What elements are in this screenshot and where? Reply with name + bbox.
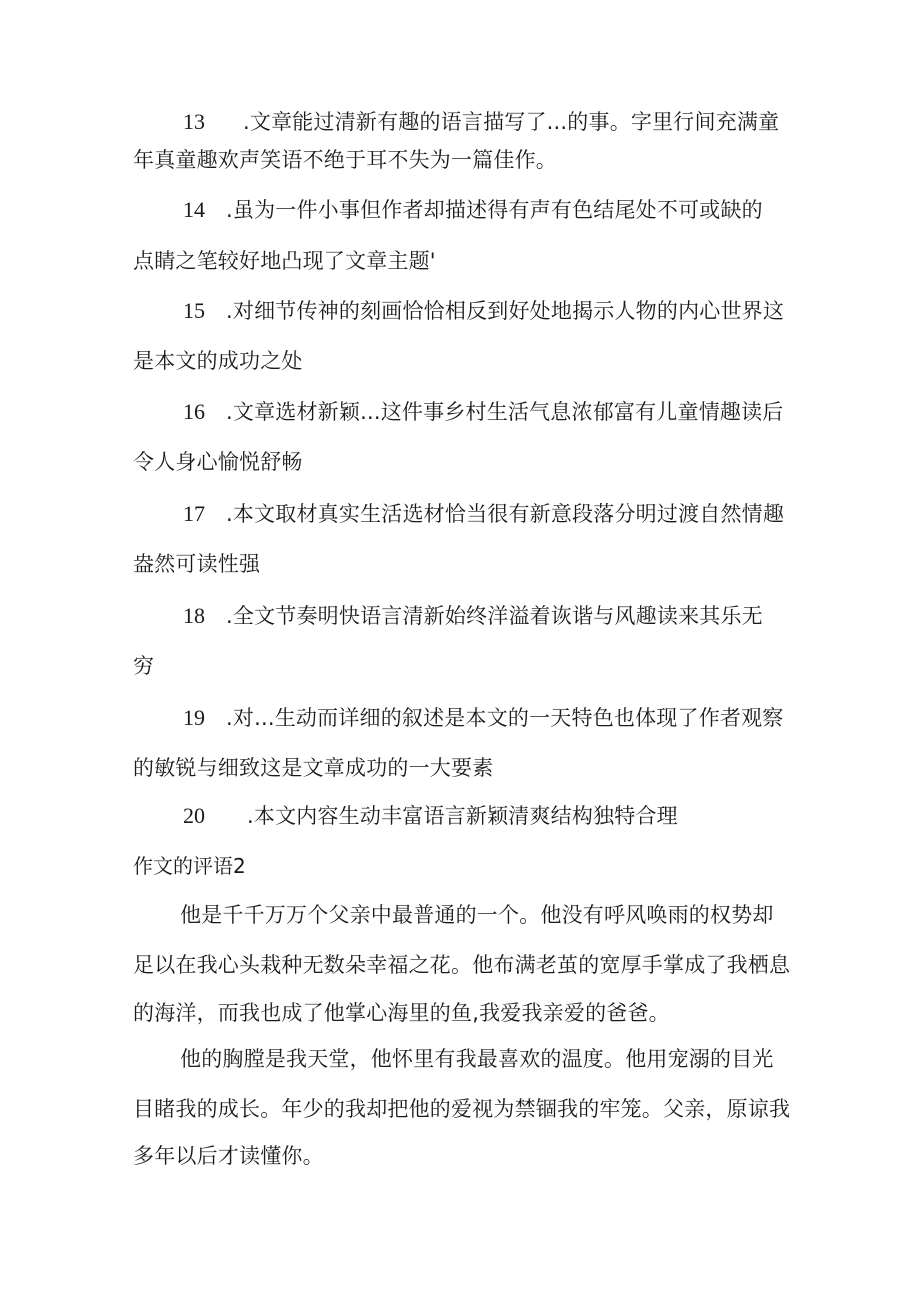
comment-15-line-1: .对细节传神的刻画恰恰相反到好处地揭示人物的内心世界这 [226, 299, 785, 323]
comment-19-line-1: .对...生动而详细的叙述是本文的一天特色也体现了作者观察 [226, 706, 784, 730]
essay-p1-line-3: 的海洋，而我也成了他掌心海里的鱼,我爱我亲爱的爸爸。 [133, 1001, 670, 1025]
comment-13-number: 13 [183, 109, 205, 134]
comment-18-number: 18 [183, 603, 205, 628]
comment-16-number: 16 [183, 399, 205, 424]
essay-p2-line-2: 目睹我的成长。年少的我却把他的爱视为禁锢我的牢笼。父亲，原谅我 [133, 1097, 791, 1121]
comment-20-number: 20 [183, 803, 205, 828]
comment-14-number: 14 [183, 197, 205, 222]
comment-18-line-2: 穷 [133, 654, 155, 678]
comment-13-line-2: 年真童趣欢声笑语不绝于耳不失为一篇佳作。 [133, 148, 557, 172]
essay-p2-line-3: 多年以后才读懂你。 [133, 1144, 324, 1168]
comment-16-line-1: .文章选材新颖...这件事乡村生活气息浓郁富有儿童情趣读后 [226, 400, 784, 424]
comment-13-line-1: .文章能过清新有趣的语言描写了...的事。字里行间充满童 [243, 110, 780, 134]
comment-17-number: 17 [183, 501, 205, 526]
essay-p1-line-2: 足以在我心头栽种无数朵幸福之花。他布满老茧的宽厚手掌成了我栖息 [133, 953, 791, 977]
comment-17-line-2: 盎然可读性强 [133, 552, 261, 576]
comment-16-line-2: 令人身心愉悦舒畅 [133, 450, 303, 474]
essay-p1-line-1: 他是千千万万个父亲中最普通的一个。他没有呼风唤雨的权势却 [180, 903, 774, 927]
comment-14-line-2: 点睛之笔较好地凸现了文章主题' [133, 249, 436, 273]
section-title: 作文的评语2 [133, 854, 246, 878]
comment-17-line-1: .本文取材真实生活选材恰当很有新意段落分明过渡自然情趣 [226, 502, 785, 526]
comment-15-line-2: 是本文的成功之处 [133, 349, 303, 373]
essay-p2-line-1: 他的胸膛是我天堂，他怀里有我最喜欢的温度。他用宠溺的目光 [180, 1047, 774, 1071]
comment-15-number: 15 [183, 298, 205, 323]
comment-19-number: 19 [183, 705, 205, 730]
comment-18-line-1: .全文节奏明快语言清新始终洋溢着诙谐与风趣读来其乐无 [226, 604, 763, 628]
comment-19-line-2: 的敏锐与细致这是文章成功的一大要素 [133, 756, 494, 780]
comment-20-line-1: .本文内容生动丰富语言新颖清爽结构独特合理 [247, 804, 678, 828]
comment-14-line-1: .虽为一件小事但作者却描述得有声有色结尾处不可或缺的 [226, 198, 763, 222]
